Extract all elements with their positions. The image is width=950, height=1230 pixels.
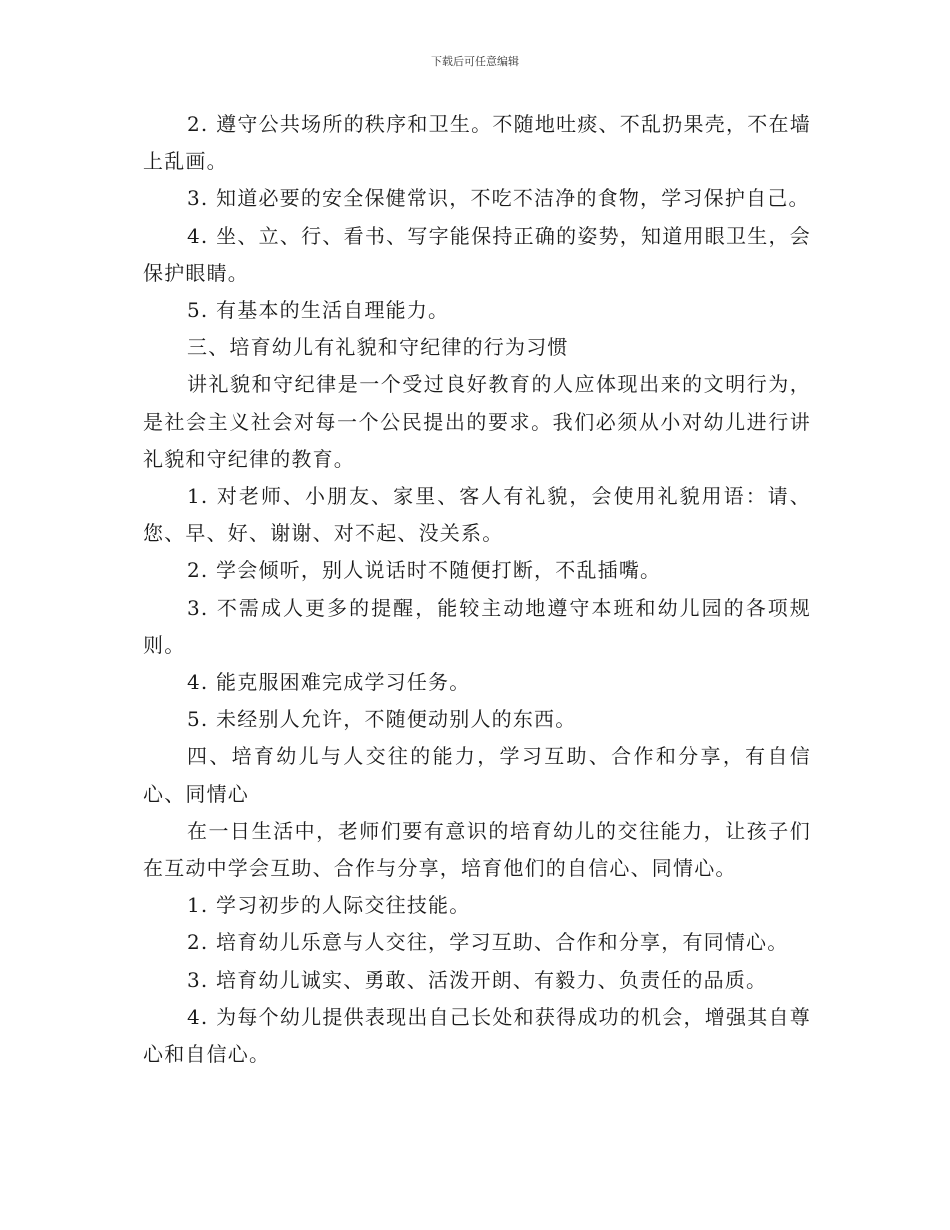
paragraph: 讲礼貌和守纪律是一个受过良好教育的人应体现出来的文明行为，是社会主义社会对每一个公民提出的要求。我们必须从小对幼儿进行讲礼貌和守纪律的教育。 — [143, 372, 811, 471]
paragraph: 5. 有基本的生活自理能力。 — [187, 298, 450, 323]
paragraph: 2. 培育幼儿乐意与人交往，学习互助、合作和分享，有同情心。 — [187, 930, 789, 955]
paragraph: 4. 能克服困难完成学习任务。 — [187, 670, 471, 695]
document-body — [143, 106, 811, 1073]
paragraph: 3. 培育幼儿诚实、勇敢、活泼开朗、有毅力、负责任的品质。 — [187, 967, 768, 992]
paragraph: 5. 未经别人允许，不随便动别人的东西。 — [187, 707, 577, 732]
paragraph: 3. 不需成人更多的提醒，能较主动地遵守本班和幼儿园的各项规则。 — [143, 595, 811, 657]
paragraph: 1. 对老师、小朋友、家里、客人有礼貌，会使用礼貌用语：请、您、早、好、谢谢、对不起、没关系。 — [143, 484, 811, 546]
paragraph: 2. 遵守公共场所的秩序和卫生。不随地吐痰、不乱扔果壳，不在墙上乱画。 — [143, 112, 811, 174]
paragraph: 1. 学习初步的人际交往技能。 — [187, 893, 471, 918]
section-heading: 三、培育幼儿有礼貌和守纪律的行为习惯 — [187, 335, 569, 360]
paragraph: 4. 为每个幼儿提供表现出自己长处和获得成功的机会，增强其自尊心和自信心。 — [143, 1004, 811, 1067]
page-header: 下载后可任意编辑 — [431, 55, 519, 68]
paragraph: 2. 学会倾听，别人说话时不随便打断，不乱插嘴。 — [187, 558, 662, 583]
section-heading: 四、培育幼儿与人交往的能力，学习互助、合作和分享，有自信心、同情心 — [143, 744, 811, 806]
paragraph: 3. 知道必要的安全保健常识，不吃不洁净的食物，学习保护自己。 — [187, 186, 810, 211]
paragraph: 在一日生活中，老师们要有意识的培育幼儿的交往能力，让孩子们在互动中学会互助、合作与分享，培育他们的自信心、同情心。 — [143, 818, 811, 881]
paragraph: 4. 坐、立、行、看书、写字能保持正确的姿势，知道用眼卫生，会保护眼睛。 — [143, 223, 811, 285]
